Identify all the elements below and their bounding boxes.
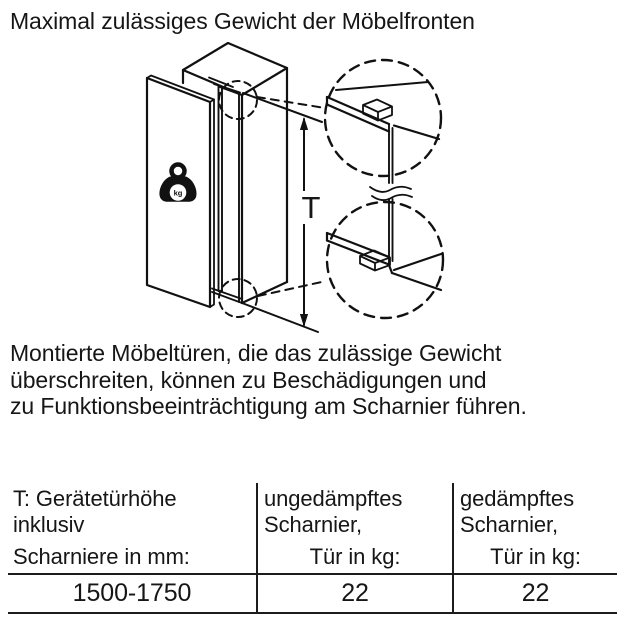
cell-height-range: 1500-1750: [72, 579, 192, 607]
appliance-door-weight-diagram: [0, 40, 625, 335]
header-subtext: Scharniere in mm:: [13, 544, 190, 569]
paragraph-line: Montierte Möbeltüren, die das zulässige Gewicht: [10, 340, 502, 366]
header-text: ungedämpftes: [264, 486, 403, 511]
page-title: Maximal zulässiges Gewicht der Möbelfronten: [10, 8, 475, 34]
header-text: inklusiv: [13, 512, 85, 537]
header-cell-damped-hinge: [452, 483, 617, 573]
header-cell-undamped-hinge: [256, 483, 452, 573]
dimension-label-T: T: [301, 190, 321, 225]
header-text: Scharnier,: [264, 512, 363, 537]
header-text: gedämpftes: [460, 486, 574, 511]
table-header-row: [8, 483, 617, 575]
weight-icon-label: kg: [173, 188, 183, 198]
cell-damped-weight: 22: [452, 575, 617, 612]
door-weight-table: [8, 483, 617, 614]
header-subtext: Tür in kg:: [309, 544, 401, 569]
detail-view-top-hinge: [325, 60, 441, 183]
leader-line-bottom: [258, 281, 326, 296]
cell-undamped-weight: 22: [256, 575, 452, 612]
warning-paragraph: [10, 340, 610, 420]
detail-view-bottom-hinge: [327, 199, 443, 318]
paragraph-line: zu Funktionsbeeinträchtigung am Scharnier führen.: [10, 393, 527, 419]
table-data-row: [8, 575, 617, 614]
paragraph-line: überschreiten, können zu Beschädigungen und: [10, 366, 487, 393]
header-subtext: Tür in kg:: [490, 544, 581, 569]
callout-circle-top-hinge: [219, 81, 257, 119]
appliance-door-edge: [212, 84, 242, 303]
weight-kg-icon: [159, 165, 196, 202]
header-text: Scharnier,: [460, 512, 559, 537]
header-text: T: Gerätetürhöhe: [13, 486, 177, 511]
break-marks: [370, 187, 412, 200]
header-cell-door-height: [8, 483, 256, 573]
